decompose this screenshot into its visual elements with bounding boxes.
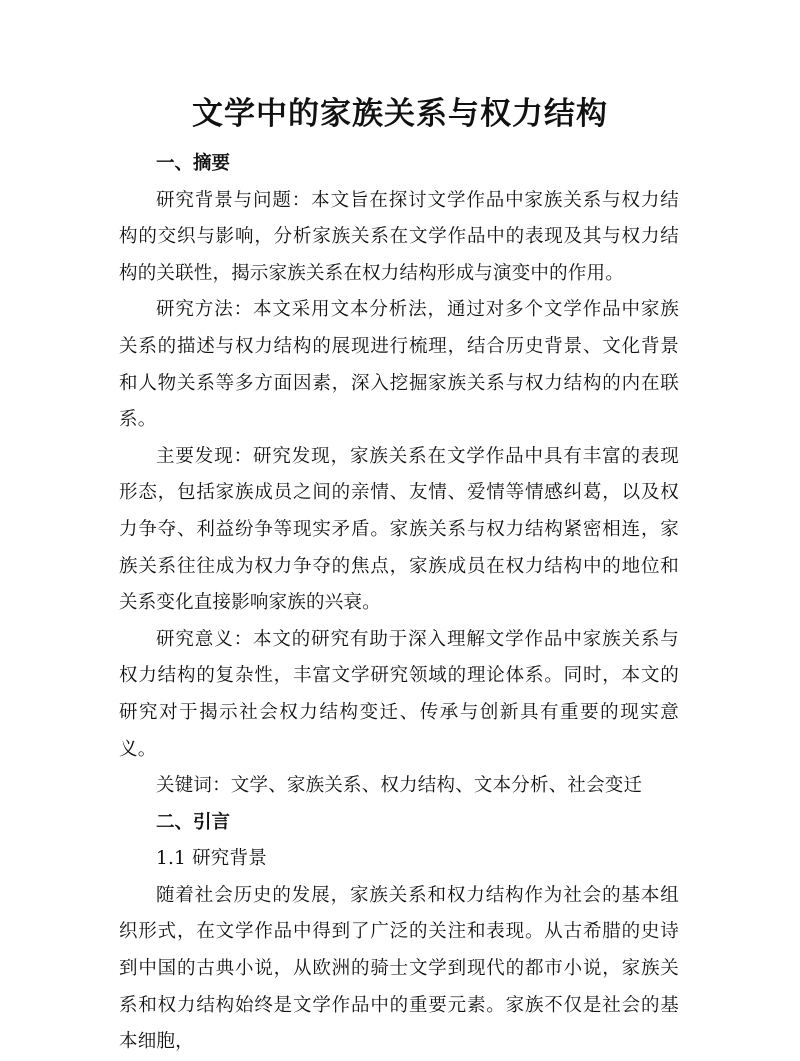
document-body [119,146,679,1061]
abstract-background-paragraph: 研究背景与问题：本文旨在探讨文学作品中家族关系与权力结构的交织与影响，分析家族关系在文学作品中的表现及其与权力结构的关联性，揭示家族关系在权力结构形成与演变中的作用。 [119,189,679,284]
abstract-significance-paragraph: 研究意义：本文的研究有助于深入理解文学作品中家族关系与权力结构的复杂性，丰富文学研究领域的理论体系。同时，本文的研究对于揭示社会权力结构变迁、传承与创新具有重要的现实意义。 [119,628,679,760]
keywords-line: 关键词：文学、家族关系、权力结构、文本分析、社会变迁 [156,775,643,797]
subsection-heading-background: 1.1 研究背景 [156,848,267,870]
document-title: 文学中的家族关系与权力结构 [192,96,608,132]
introduction-paragraph: 随着社会历史的发展，家族关系和权力结构作为社会的基本组织形式，在文学作品中得到了广泛的关注和表现。从古希腊的史诗到中国的古典小说，从欧洲的骑士文学到现代的都市小说，家族关系和权力结构始终是文学作品中的重要元素。家族不仅是社会的基本细胞， [119,884,679,1053]
section-heading-abstract: 一、摘要 [156,153,231,174]
abstract-findings-paragraph: 主要发现：研究发现，家族关系在文学作品中具有丰富的表现形态，包括家族成员之间的亲情、友情、爱情等情感纠葛，以及权力争夺、利益纷争等现实矛盾。家族关系与权力结构紧密相连，家族关系往往成为权力争夺的焦点，家族成员在权力结构中的地位和关系变化直接影响家族的兴衰。 [119,445,679,614]
section-heading-introduction: 二、引言 [156,811,231,833]
abstract-method-paragraph: 研究方法：本文采用文本分析法，通过对多个文学作品中家族关系的描述与权力结构的展现进行梳理，结合历史背景、文化背景和人物关系等多方面因素，深入挖掘家族关系与权力结构的内在联系。 [119,299,679,431]
